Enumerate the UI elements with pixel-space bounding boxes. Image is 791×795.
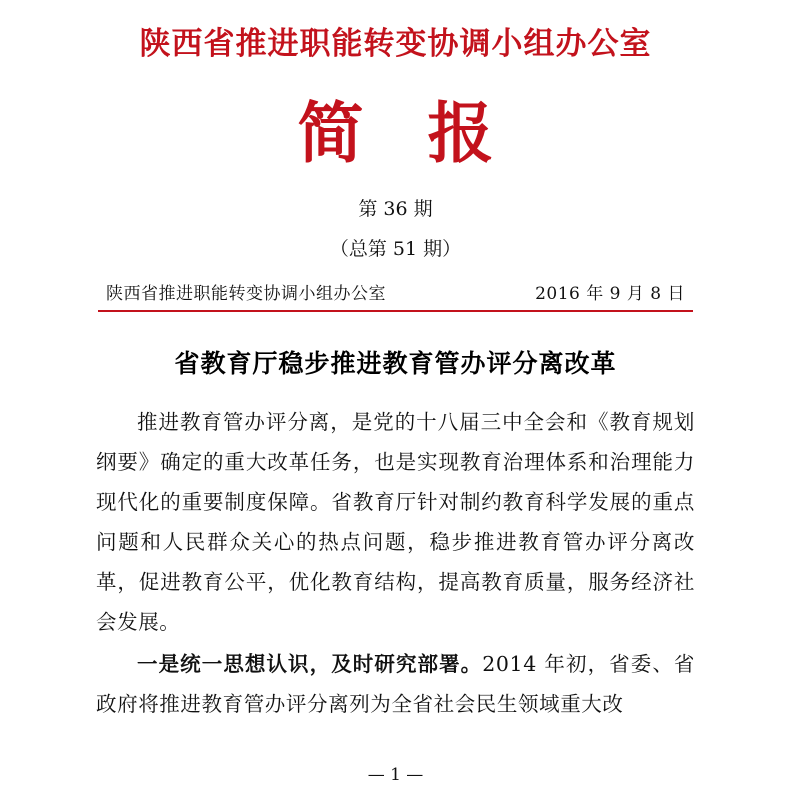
page-number: — 1 — bbox=[367, 765, 424, 785]
paragraph-2-rest: 2014 年初，省委、省政府将推进教育管办评分离列为全省社会民生领域重大改 bbox=[96, 652, 696, 717]
issue-date: 2016 年 9 月 8 日 bbox=[535, 284, 685, 305]
header-divider-rule bbox=[98, 310, 693, 312]
paragraph-1: 推进教育管办评分离，是党的十八届三中全会和《教育规划纲要》确定的重大改革任务，也是实现教育治理体系和治理能力现代化的重要制度保障。省教育厅针对制约教育科学发展的重点问题和人民群众关心的热点问题，稳步推进教育管办评分离改革，促进教育公平，优化教育结构，提高教育质量，服务经济社会发展。 bbox=[96, 410, 695, 635]
document-meta-row bbox=[96, 279, 695, 310]
paragraph-2 bbox=[96, 644, 695, 724]
article-title: 省教育厅稳步推进教育管办评分离改革 bbox=[174, 349, 617, 379]
issue-number: 第 36 期 bbox=[358, 198, 433, 221]
issue-total-number: （总第 51 期） bbox=[329, 238, 462, 261]
bulletin-title: 简报 bbox=[297, 94, 558, 173]
article-body bbox=[96, 402, 695, 724]
issuing-office: 陕西省推进职能转变协调小组办公室 bbox=[106, 284, 386, 305]
paragraph-2-lead: 一是统一思想认识，及时研究部署。 bbox=[137, 652, 483, 677]
masthead-organization: 陕西省推进职能转变协调小组办公室 bbox=[139, 26, 652, 62]
